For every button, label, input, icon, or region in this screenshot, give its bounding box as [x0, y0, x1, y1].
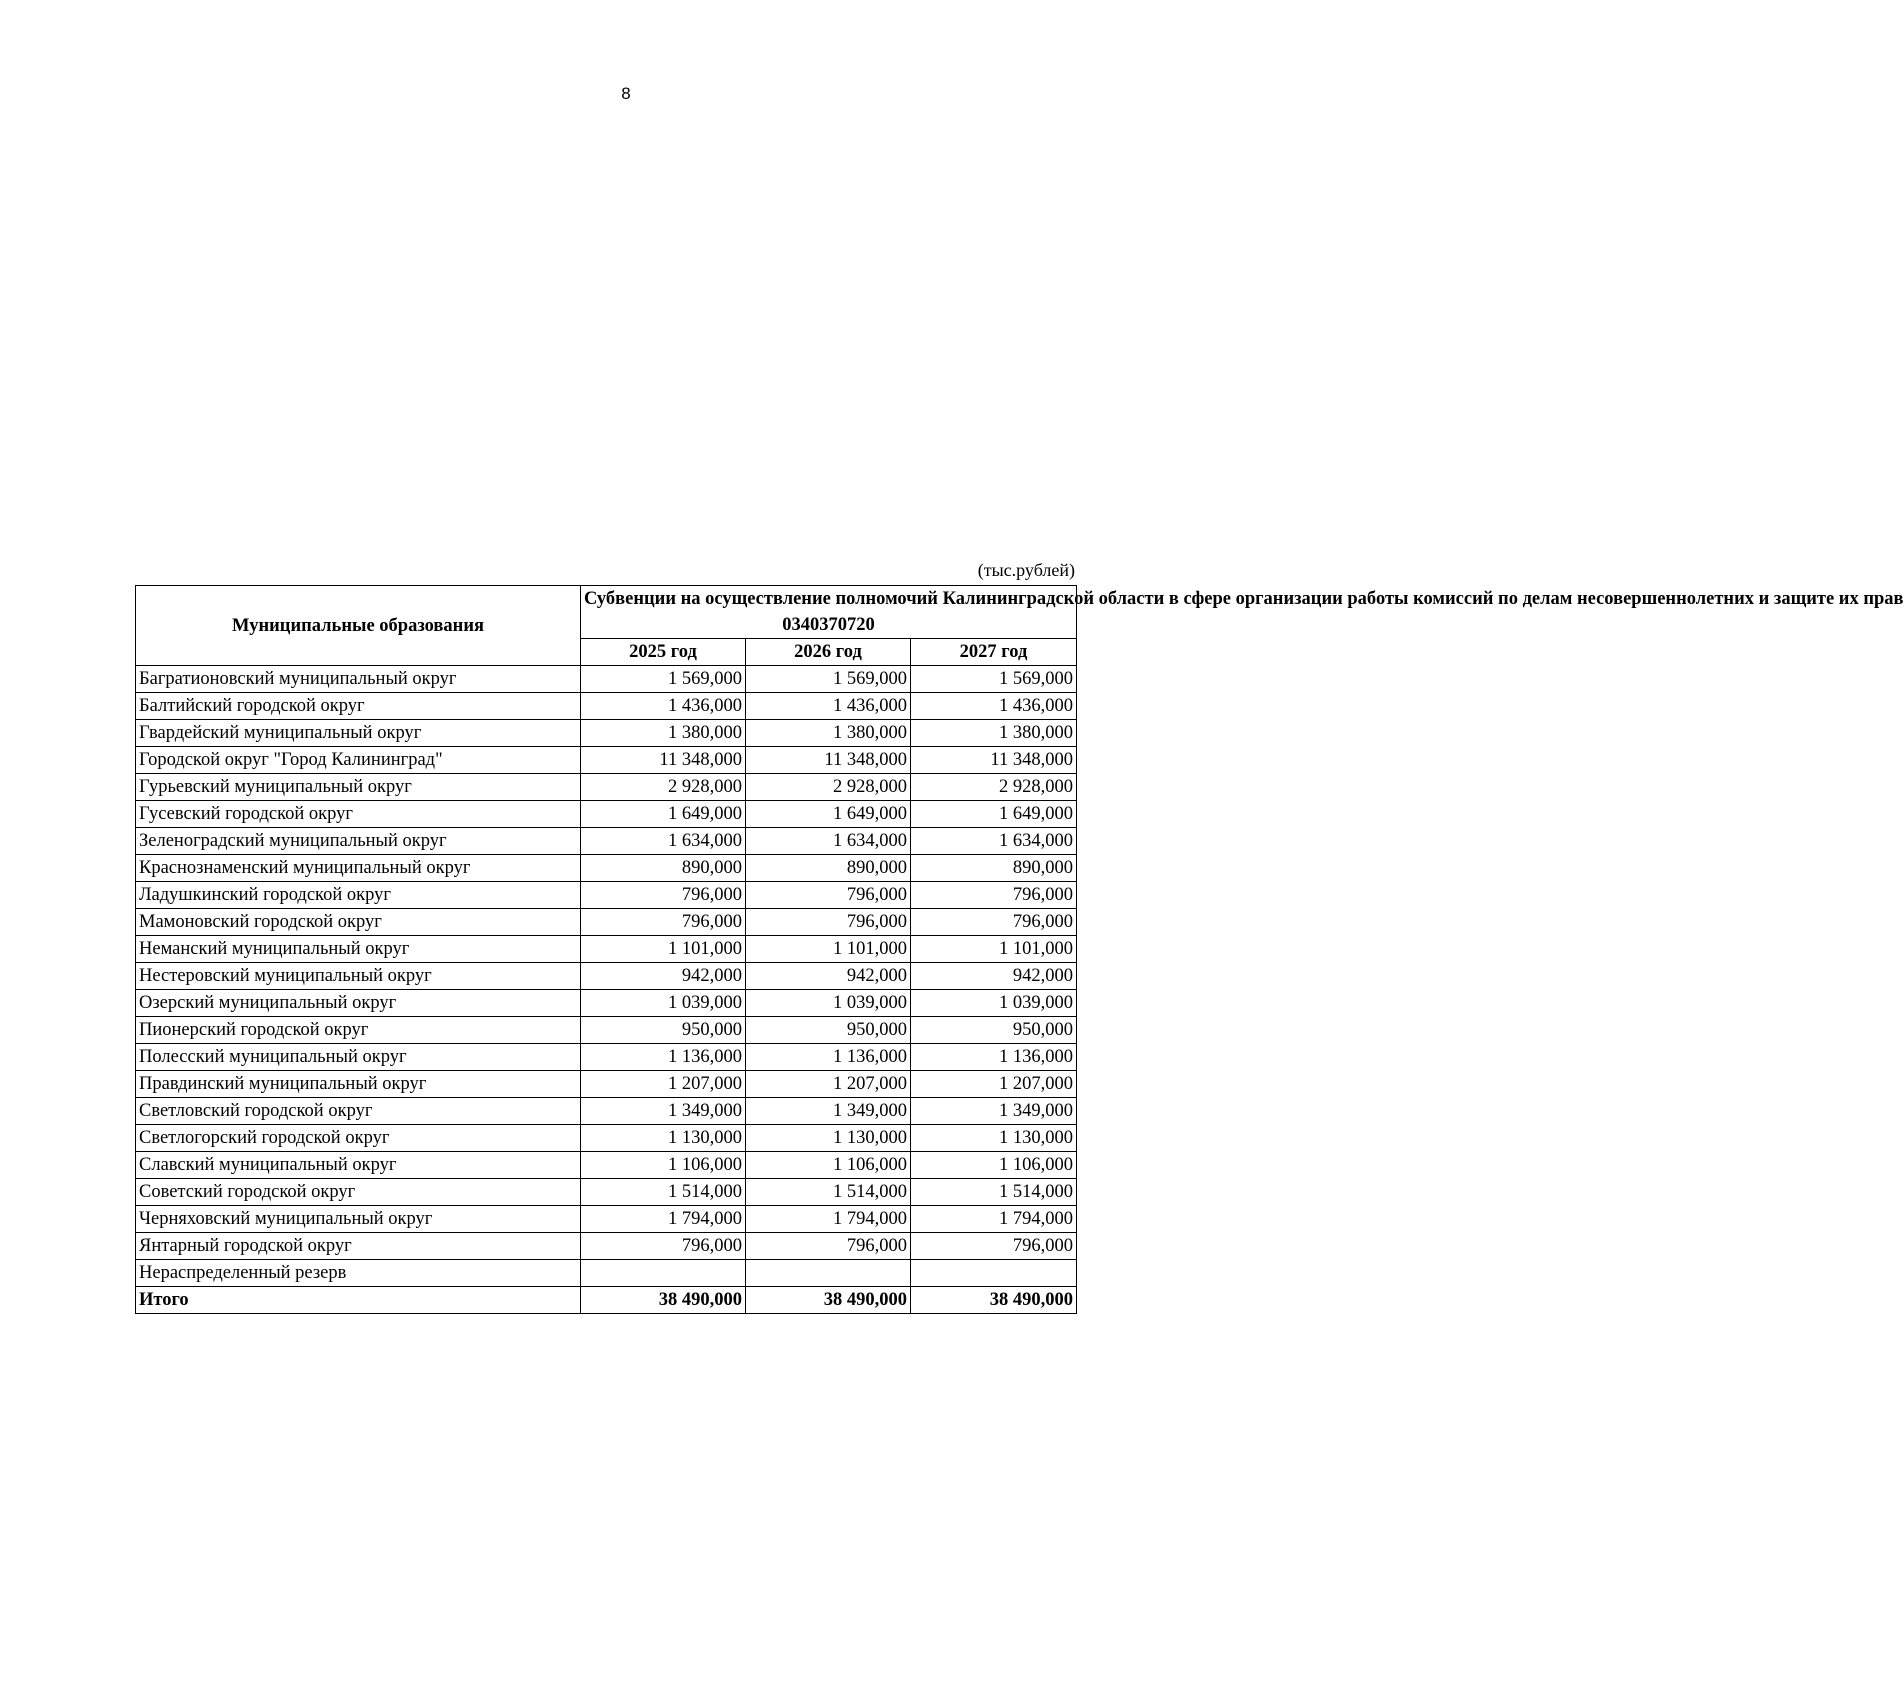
row-value-2025 [581, 1260, 746, 1287]
year-header-2025: 2025 год [581, 639, 746, 666]
row-value-2025: 1 514,000 [581, 1179, 746, 1206]
total-value-2026: 38 490,000 [746, 1287, 911, 1314]
subsidy-title: Субвенции на осуществление полномочий Калининградской области в сфере организации работы комиссий по делам несовершеннолетних и защите их прав [584, 589, 1904, 609]
total-label: Итого [136, 1287, 581, 1314]
row-value-2025: 1 569,000 [581, 666, 746, 693]
row-value-2026: 942,000 [746, 963, 911, 990]
row-value-2025: 1 106,000 [581, 1152, 746, 1179]
row-value-2026: 1 039,000 [746, 990, 911, 1017]
row-value-2027: 1 039,000 [911, 990, 1077, 1017]
row-value-2025: 950,000 [581, 1017, 746, 1044]
row-value-2027: 1 207,000 [911, 1071, 1077, 1098]
row-value-2026: 796,000 [746, 882, 911, 909]
table-row [136, 1152, 1077, 1179]
row-value-2027 [911, 1260, 1077, 1287]
row-value-2026: 950,000 [746, 1017, 911, 1044]
row-value-2027: 1 649,000 [911, 801, 1077, 828]
row-name: Багратионовский муниципальный округ [136, 666, 581, 693]
units-label: (тыс.рублей) [977, 560, 1075, 580]
row-value-2025: 796,000 [581, 909, 746, 936]
row-name: Ладушкинский городской округ [136, 882, 581, 909]
row-value-2025: 1 130,000 [581, 1125, 746, 1152]
total-value-2027: 38 490,000 [911, 1287, 1077, 1314]
row-value-2025: 1 039,000 [581, 990, 746, 1017]
row-value-2027: 2 928,000 [911, 774, 1077, 801]
municipalities-header: Муниципальные образования [136, 586, 581, 666]
row-name: Светлогорский городской округ [136, 1125, 581, 1152]
row-name: Янтарный городской округ [136, 1233, 581, 1260]
row-value-2026: 1 349,000 [746, 1098, 911, 1125]
row-value-2025: 890,000 [581, 855, 746, 882]
row-name: Полесский муниципальный округ [136, 1044, 581, 1071]
row-value-2027: 1 136,000 [911, 1044, 1077, 1071]
row-name: Светловский городской округ [136, 1098, 581, 1125]
table-row [136, 1044, 1077, 1071]
row-value-2025: 1 436,000 [581, 693, 746, 720]
row-name: Балтийский городской округ [136, 693, 581, 720]
row-name: Советский городской округ [136, 1179, 581, 1206]
row-value-2025: 1 101,000 [581, 936, 746, 963]
row-name: Черняховский муниципальный округ [136, 1206, 581, 1233]
row-value-2026: 2 928,000 [746, 774, 911, 801]
row-value-2025: 11 348,000 [581, 747, 746, 774]
row-value-2025: 1 207,000 [581, 1071, 746, 1098]
row-value-2027: 1 794,000 [911, 1206, 1077, 1233]
table-row [136, 855, 1077, 882]
total-row [136, 1287, 1077, 1314]
row-value-2026: 11 348,000 [746, 747, 911, 774]
table-row [136, 1179, 1077, 1206]
row-value-2026: 1 514,000 [746, 1179, 911, 1206]
row-name: Зеленоградский муниципальный округ [136, 828, 581, 855]
table-row [136, 1017, 1077, 1044]
row-value-2026: 890,000 [746, 855, 911, 882]
row-value-2026: 796,000 [746, 1233, 911, 1260]
table-row [136, 1125, 1077, 1152]
row-value-2025: 942,000 [581, 963, 746, 990]
table-row [136, 1260, 1077, 1287]
row-value-2027: 796,000 [911, 1233, 1077, 1260]
subsidy-code: 0340370720 [782, 615, 875, 635]
row-value-2027: 1 569,000 [911, 666, 1077, 693]
row-value-2025: 1 649,000 [581, 801, 746, 828]
row-value-2027: 796,000 [911, 882, 1077, 909]
row-value-2026: 1 106,000 [746, 1152, 911, 1179]
page-number: 8 [621, 84, 631, 103]
year-header-2026: 2026 год [746, 639, 911, 666]
table-row [136, 774, 1077, 801]
row-value-2027: 950,000 [911, 1017, 1077, 1044]
row-name: Неманский муниципальный округ [136, 936, 581, 963]
row-value-2026 [746, 1260, 911, 1287]
table-row [136, 1071, 1077, 1098]
row-value-2026: 1 569,000 [746, 666, 911, 693]
table-row [136, 747, 1077, 774]
row-name: Краснознаменский муниципальный округ [136, 855, 581, 882]
row-name: Славский муниципальный округ [136, 1152, 581, 1179]
row-value-2027: 11 348,000 [911, 747, 1077, 774]
subsidy-header [581, 586, 1904, 639]
table-row [136, 666, 1077, 693]
total-value-2025: 38 490,000 [581, 1287, 746, 1314]
row-value-2025: 2 928,000 [581, 774, 746, 801]
row-name: Правдинский муниципальный округ [136, 1071, 581, 1098]
row-value-2026: 1 101,000 [746, 936, 911, 963]
row-value-2025: 1 794,000 [581, 1206, 746, 1233]
row-value-2025: 1 380,000 [581, 720, 746, 747]
row-value-2026: 796,000 [746, 909, 911, 936]
table-row [136, 1098, 1077, 1125]
row-name: Гусевский городской округ [136, 801, 581, 828]
row-name: Городской округ "Город Калининград" [136, 747, 581, 774]
row-value-2027: 1 106,000 [911, 1152, 1077, 1179]
row-name: Пионерский городской округ [136, 1017, 581, 1044]
row-name: Озерский муниципальный округ [136, 990, 581, 1017]
row-value-2027: 890,000 [911, 855, 1077, 882]
row-name: Гурьевский муниципальный округ [136, 774, 581, 801]
row-value-2027: 1 380,000 [911, 720, 1077, 747]
row-value-2025: 1 136,000 [581, 1044, 746, 1071]
row-value-2027: 1 514,000 [911, 1179, 1077, 1206]
table-row [136, 720, 1077, 747]
row-value-2025: 1 349,000 [581, 1098, 746, 1125]
table-row [136, 828, 1077, 855]
row-name: Мамоновский городской округ [136, 909, 581, 936]
row-name: Гвардейский муниципальный округ [136, 720, 581, 747]
table-row [136, 1233, 1077, 1260]
table-row [136, 801, 1077, 828]
row-value-2025: 1 634,000 [581, 828, 746, 855]
table-row [136, 1206, 1077, 1233]
row-value-2025: 796,000 [581, 882, 746, 909]
row-value-2026: 1 207,000 [746, 1071, 911, 1098]
row-value-2026: 1 136,000 [746, 1044, 911, 1071]
row-value-2026: 1 380,000 [746, 720, 911, 747]
row-value-2027: 1 436,000 [911, 693, 1077, 720]
row-value-2027: 1 130,000 [911, 1125, 1077, 1152]
row-value-2026: 1 649,000 [746, 801, 911, 828]
table-row [136, 963, 1077, 990]
row-value-2027: 1 101,000 [911, 936, 1077, 963]
row-value-2025: 796,000 [581, 1233, 746, 1260]
row-value-2026: 1 634,000 [746, 828, 911, 855]
subsidies-table [135, 585, 1904, 1314]
row-value-2027: 1 634,000 [911, 828, 1077, 855]
table-row [136, 693, 1077, 720]
row-value-2027: 796,000 [911, 909, 1077, 936]
row-value-2027: 942,000 [911, 963, 1077, 990]
table-row [136, 909, 1077, 936]
row-name: Нестеровский муниципальный округ [136, 963, 581, 990]
table-row [136, 936, 1077, 963]
row-value-2026: 1 436,000 [746, 693, 911, 720]
row-value-2026: 1 130,000 [746, 1125, 911, 1152]
row-value-2027: 1 349,000 [911, 1098, 1077, 1125]
table-row [136, 882, 1077, 909]
row-value-2026: 1 794,000 [746, 1206, 911, 1233]
table-row [136, 990, 1077, 1017]
row-name: Нераспределенный резерв [136, 1260, 581, 1287]
year-header-2027: 2027 год [911, 639, 1077, 666]
